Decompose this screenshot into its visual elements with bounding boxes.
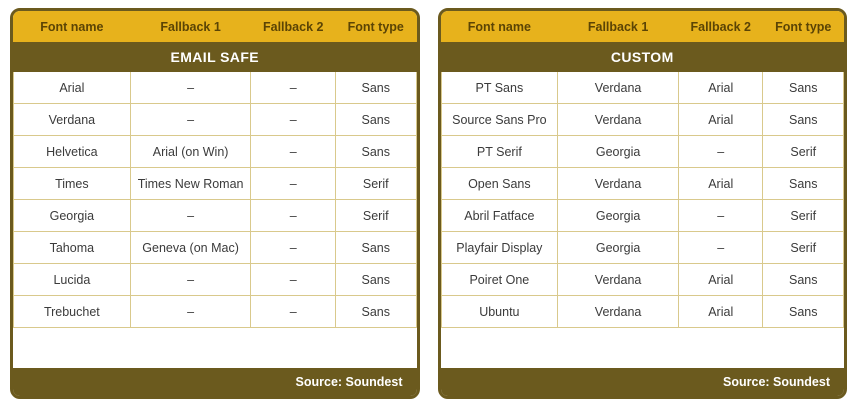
- cell-fallback-1: Georgia: [558, 232, 679, 264]
- table-row: [14, 168, 417, 200]
- cell-fallback-2: –: [251, 136, 336, 168]
- table-row: [441, 136, 844, 168]
- cell-font-name: Abril Fatface: [441, 200, 558, 232]
- section-header-row: [441, 42, 844, 72]
- cell-fallback-1: Verdana: [558, 104, 679, 136]
- cell-font-type: Serif: [763, 232, 844, 264]
- cell-font-name: Helvetica: [14, 136, 131, 168]
- table-row: [14, 264, 417, 296]
- cell-font-name: Trebuchet: [14, 296, 131, 328]
- cell-font-type: Sans: [763, 264, 844, 296]
- table-row: [441, 232, 844, 264]
- cell-fallback-1: Georgia: [558, 200, 679, 232]
- section-title: CUSTOM: [441, 42, 844, 72]
- section-title: EMAIL SAFE: [14, 42, 417, 72]
- cell-fallback-2: –: [678, 136, 763, 168]
- column-header-fallback-1: Fallback 1: [558, 12, 679, 42]
- cell-fallback-1: Verdana: [558, 296, 679, 328]
- source-footer: [441, 368, 845, 396]
- cell-fallback-1: Verdana: [558, 168, 679, 200]
- column-header-fallback-1: Fallback 1: [130, 12, 251, 42]
- cell-font-name: Source Sans Pro: [441, 104, 558, 136]
- cell-fallback-2: Arial: [678, 168, 763, 200]
- cell-font-type: Serif: [763, 136, 844, 168]
- cell-fallback-2: –: [251, 200, 336, 232]
- cell-fallback-2: Arial: [678, 104, 763, 136]
- table-row: [441, 296, 844, 328]
- cell-fallback-1: Verdana: [558, 72, 679, 104]
- cell-font-type: Sans: [335, 296, 416, 328]
- cell-font-name: Ubuntu: [441, 296, 558, 328]
- table-row: [14, 104, 417, 136]
- column-header-fallback-2: Fallback 2: [678, 12, 763, 42]
- cell-font-name: Playfair Display: [441, 232, 558, 264]
- source-footer: [13, 368, 417, 396]
- cell-font-name: Open Sans: [441, 168, 558, 200]
- cell-font-name: Times: [14, 168, 131, 200]
- cell-font-type: Sans: [335, 264, 416, 296]
- cell-fallback-1: Verdana: [558, 264, 679, 296]
- cell-fallback-1: Geneva (on Mac): [130, 232, 251, 264]
- cell-fallback-2: –: [251, 168, 336, 200]
- table-body: [441, 42, 844, 328]
- table-row: [441, 168, 844, 200]
- cell-fallback-1: Arial (on Win): [130, 136, 251, 168]
- cell-fallback-2: –: [251, 72, 336, 104]
- cell-font-name: Tahoma: [14, 232, 131, 264]
- table-header: [14, 12, 417, 42]
- cell-font-name: Poiret One: [441, 264, 558, 296]
- column-header-font-type: Font type: [335, 12, 416, 42]
- cell-font-name: Lucida: [14, 264, 131, 296]
- header-row: [14, 12, 417, 42]
- column-header-fallback-2: Fallback 2: [251, 12, 336, 42]
- cell-font-type: Sans: [763, 296, 844, 328]
- cell-font-name: Arial: [14, 72, 131, 104]
- email-safe-fonts-panel: [10, 8, 420, 399]
- table-row: [441, 264, 844, 296]
- cell-fallback-2: –: [251, 232, 336, 264]
- cell-fallback-1: –: [130, 72, 251, 104]
- table-row: [14, 296, 417, 328]
- section-header-row: [14, 42, 417, 72]
- cell-fallback-2: Arial: [678, 296, 763, 328]
- custom-fonts-table: [441, 11, 845, 328]
- cell-fallback-2: Arial: [678, 72, 763, 104]
- table-row: [14, 72, 417, 104]
- cell-font-type: Serif: [335, 168, 416, 200]
- cell-fallback-2: Arial: [678, 264, 763, 296]
- cell-font-type: Serif: [763, 200, 844, 232]
- table-row: [14, 232, 417, 264]
- cell-fallback-1: –: [130, 264, 251, 296]
- table-row: [441, 200, 844, 232]
- cell-font-name: Verdana: [14, 104, 131, 136]
- table-header: [441, 12, 844, 42]
- cell-fallback-1: Georgia: [558, 136, 679, 168]
- cell-fallback-1: –: [130, 104, 251, 136]
- table-row: [441, 72, 844, 104]
- cell-font-type: Sans: [335, 136, 416, 168]
- cell-font-type: Sans: [763, 168, 844, 200]
- table-row: [441, 104, 844, 136]
- cell-fallback-2: –: [251, 296, 336, 328]
- source-label: Source: Soundest: [295, 375, 403, 389]
- cell-fallback-2: –: [251, 264, 336, 296]
- table-row: [14, 200, 417, 232]
- column-header-font-type: Font type: [763, 12, 844, 42]
- email-safe-fonts-table: [13, 11, 417, 328]
- column-header-font-name: Font name: [441, 12, 558, 42]
- cell-font-name: Georgia: [14, 200, 131, 232]
- cell-fallback-2: –: [251, 104, 336, 136]
- header-row: [441, 12, 844, 42]
- column-header-font-name: Font name: [14, 12, 131, 42]
- cell-font-type: Sans: [763, 104, 844, 136]
- table-body: [14, 42, 417, 328]
- cell-font-type: Sans: [335, 72, 416, 104]
- cell-font-type: Sans: [763, 72, 844, 104]
- cell-fallback-1: Times New Roman: [130, 168, 251, 200]
- cell-fallback-1: –: [130, 200, 251, 232]
- cell-font-type: Serif: [335, 200, 416, 232]
- cell-fallback-2: –: [678, 232, 763, 264]
- custom-fonts-panel: [438, 8, 848, 399]
- cell-font-type: Sans: [335, 104, 416, 136]
- cell-font-name: PT Sans: [441, 72, 558, 104]
- source-label: Source: Soundest: [723, 375, 830, 389]
- table-row: [14, 136, 417, 168]
- cell-font-name: PT Serif: [441, 136, 558, 168]
- cell-fallback-1: –: [130, 296, 251, 328]
- cell-font-type: Sans: [335, 232, 416, 264]
- cell-fallback-2: –: [678, 200, 763, 232]
